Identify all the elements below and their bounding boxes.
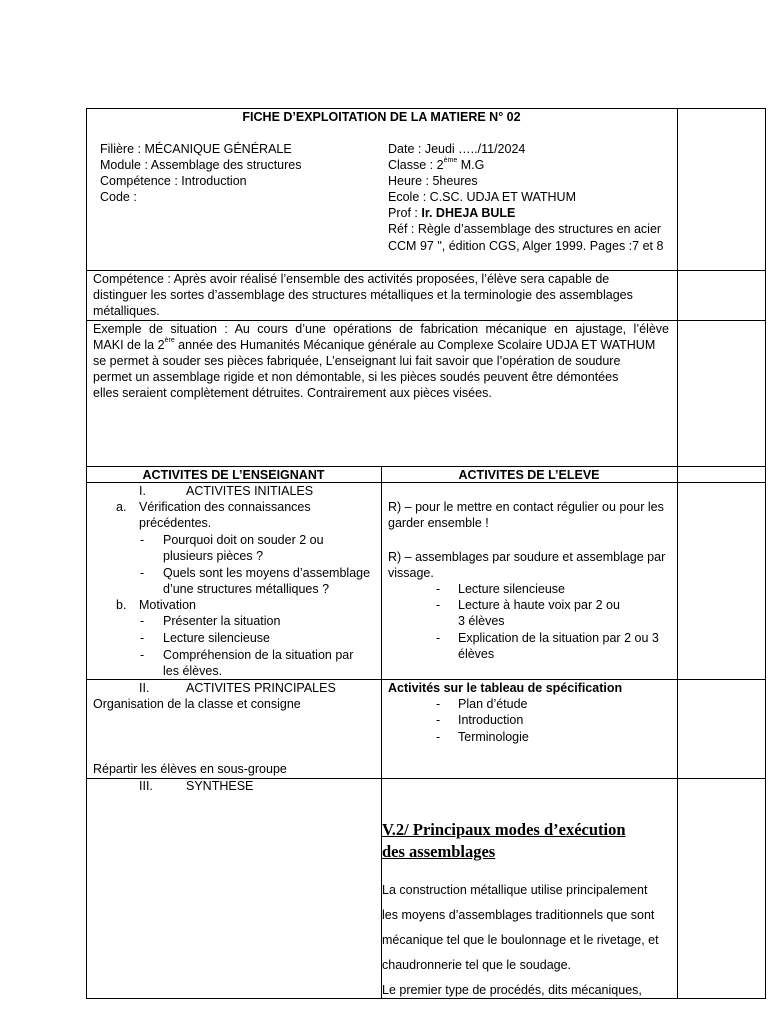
- column-header-teacher: ACTIVITES DE L’ENSEIGNANT: [142, 468, 325, 482]
- spec-item-introduction: Introduction: [458, 713, 524, 727]
- section-title-synthese: SYNTHESE: [186, 779, 254, 793]
- document-title: FICHE D’EXPLOITATION DE LA MATIERE N° 02: [242, 110, 521, 124]
- situation-line-2-b: année des Humanités Mécanique générale au Complexe Scolaire UDJA ET WATHUM: [174, 338, 656, 352]
- bullet-dash: -: [436, 631, 441, 645]
- item-b-marker: b.: [116, 598, 127, 612]
- repartir-text: Répartir les élèves en sous-groupe: [93, 762, 287, 776]
- section-number-iii: III.: [139, 779, 153, 793]
- situation-line-3: se permet à souder ses pièces fabriquée, L’enseignant lui fait savoir que l’opération de soudure: [93, 354, 621, 368]
- section-number-i: I.: [139, 484, 146, 498]
- synthese-paragraph-line-4: chaudronnerie tel que le soudage.: [382, 958, 572, 972]
- bullet-dash: -: [436, 697, 441, 711]
- motivation-item-1: Présenter la situation: [163, 614, 281, 628]
- competence-text-line-1: Compétence : Après avoir réalisé l’ensemble des activités proposées, l’élève sera capable de: [93, 272, 610, 286]
- table-border-left: [86, 108, 87, 999]
- column-header-student: ACTIVITES DE L’ELEVE: [458, 468, 600, 482]
- response-1-line-2: garder ensemble !: [388, 516, 489, 530]
- classe-label: [388, 157, 484, 173]
- motivation-item-3-line-1: Compréhension de la situation par: [163, 648, 354, 662]
- situation-line-1: Exemple de situation : Au cours d’une opérations de fabrication mécanique en ajustage, l’élève: [93, 322, 669, 336]
- question-1-line-1: Pourquoi doit on souder 2 ou: [163, 533, 324, 547]
- synthese-heading-line-2: des assemblages: [382, 842, 496, 861]
- section-title-principal: ACTIVITES PRINCIPALES: [186, 681, 336, 695]
- competence-label: Compétence : Introduction: [100, 174, 247, 188]
- prof-name: Ir. DHEJA BULE: [421, 206, 516, 220]
- item-b-label: Motivation: [139, 598, 196, 612]
- synthese-paragraph-line-2: les moyens d’assemblages traditionnels que sont: [382, 908, 655, 922]
- competence-text-line-2: distinguer les sortes d’assemblage des structures métalliques et la terminologie des assemblages: [93, 288, 633, 302]
- code-label: Code :: [100, 190, 137, 204]
- spec-item-plan: Plan d’étude: [458, 697, 528, 711]
- item-a-line-2: précédentes.: [139, 516, 212, 530]
- specification-title: Activités sur le tableau de spécification: [388, 681, 623, 695]
- prof-prefix: Prof :: [388, 206, 422, 220]
- student-item-1: Lecture silencieuse: [458, 582, 566, 596]
- table-border-bottom: [86, 998, 766, 999]
- reference-line-1: Réf : Règle d’assemblage des structures en acier: [388, 222, 662, 236]
- student-item-3-line-2: élèves: [458, 647, 495, 661]
- filiere-label: Filière : MÉCANIQUE GÉNÉRALE: [100, 142, 292, 156]
- response-1-line-1: R) – pour le mettre en contact régulier ou pour les: [388, 500, 664, 514]
- student-item-2-line-2: 3 élèves: [458, 614, 505, 628]
- situation-line-2: [93, 337, 655, 353]
- ecole-label: Ecole : C.SC. UDJA ET WATHUM: [388, 190, 576, 204]
- module-label: Module : Assemblage des structures: [100, 158, 302, 172]
- response-2-line-2: vissage.: [388, 566, 434, 580]
- question-1-line-2: plusieurs pièces ?: [163, 549, 264, 563]
- section-title-initial: ACTIVITES INITIALES: [186, 484, 314, 498]
- bullet-dash: -: [436, 713, 441, 727]
- bullet-dash: -: [140, 533, 145, 547]
- prof-label: [388, 205, 515, 221]
- heure-label: Heure : 5heures: [388, 174, 478, 188]
- bullet-dash: -: [140, 614, 145, 628]
- item-a-line-1: Vérification des connaissances: [139, 500, 311, 514]
- item-a-marker: a.: [116, 500, 127, 514]
- bullet-dash: -: [436, 598, 441, 612]
- table-border-right: [765, 108, 766, 999]
- synthese-heading-line-1: V.2/ Principaux modes d’exécution: [382, 820, 626, 839]
- synthese-paragraph-line-3: mécanique tel que le boulonnage et le rivetage, et: [382, 933, 659, 947]
- column-divider-right: [677, 108, 678, 999]
- date-label: Date : Jeudi …../11/2024: [388, 142, 526, 156]
- student-item-3-line-1: Explication de la situation par 2 ou 3: [458, 631, 659, 645]
- bullet-dash: -: [436, 582, 441, 596]
- classe-prefix: Classe : 2: [388, 158, 444, 172]
- situation-superscript: ère: [164, 337, 175, 344]
- bullet-dash: -: [140, 566, 145, 580]
- bullet-dash: -: [436, 730, 441, 744]
- spec-item-terminologie: Terminologie: [458, 730, 529, 744]
- reference-line-2: CCM 97 ", édition CGS, Alger 1999. Pages :7 et 8: [388, 239, 664, 253]
- section-number-ii: II.: [139, 681, 150, 695]
- bullet-dash: -: [140, 648, 145, 662]
- response-2-line-1: R) – assemblages par soudure et assemblage par: [388, 550, 666, 564]
- competence-text-line-3: métalliques.: [93, 304, 160, 318]
- synthese-paragraph-line-1: La construction métallique utilise principalement: [382, 883, 648, 897]
- synthese-paragraph-line-5: Le premier type de procédés, dits mécaniques,: [382, 983, 642, 997]
- motivation-item-2: Lecture silencieuse: [163, 631, 271, 645]
- question-2-line-2: d’une structures métalliques ?: [163, 582, 330, 596]
- classe-superscript: ème: [443, 157, 458, 164]
- student-item-2-line-1: Lecture à haute voix par 2 ou: [458, 598, 620, 612]
- situation-line-5: elles seraient complètement détruites. Contrairement aux pièces visées.: [93, 386, 492, 400]
- classe-suffix: M.G: [457, 158, 485, 172]
- organisation-text: Organisation de la classe et consigne: [93, 697, 301, 711]
- bullet-dash: -: [140, 631, 145, 645]
- situation-line-2-a: MAKI de la 2: [93, 338, 165, 352]
- motivation-item-3-line-2: les élèves.: [163, 664, 223, 678]
- question-2-line-1: Quels sont les moyens d’assemblage: [163, 566, 371, 580]
- situation-line-4: permet un assemblage rigide et non démontable, si les pièces soudés peuvent être démontées: [93, 370, 619, 384]
